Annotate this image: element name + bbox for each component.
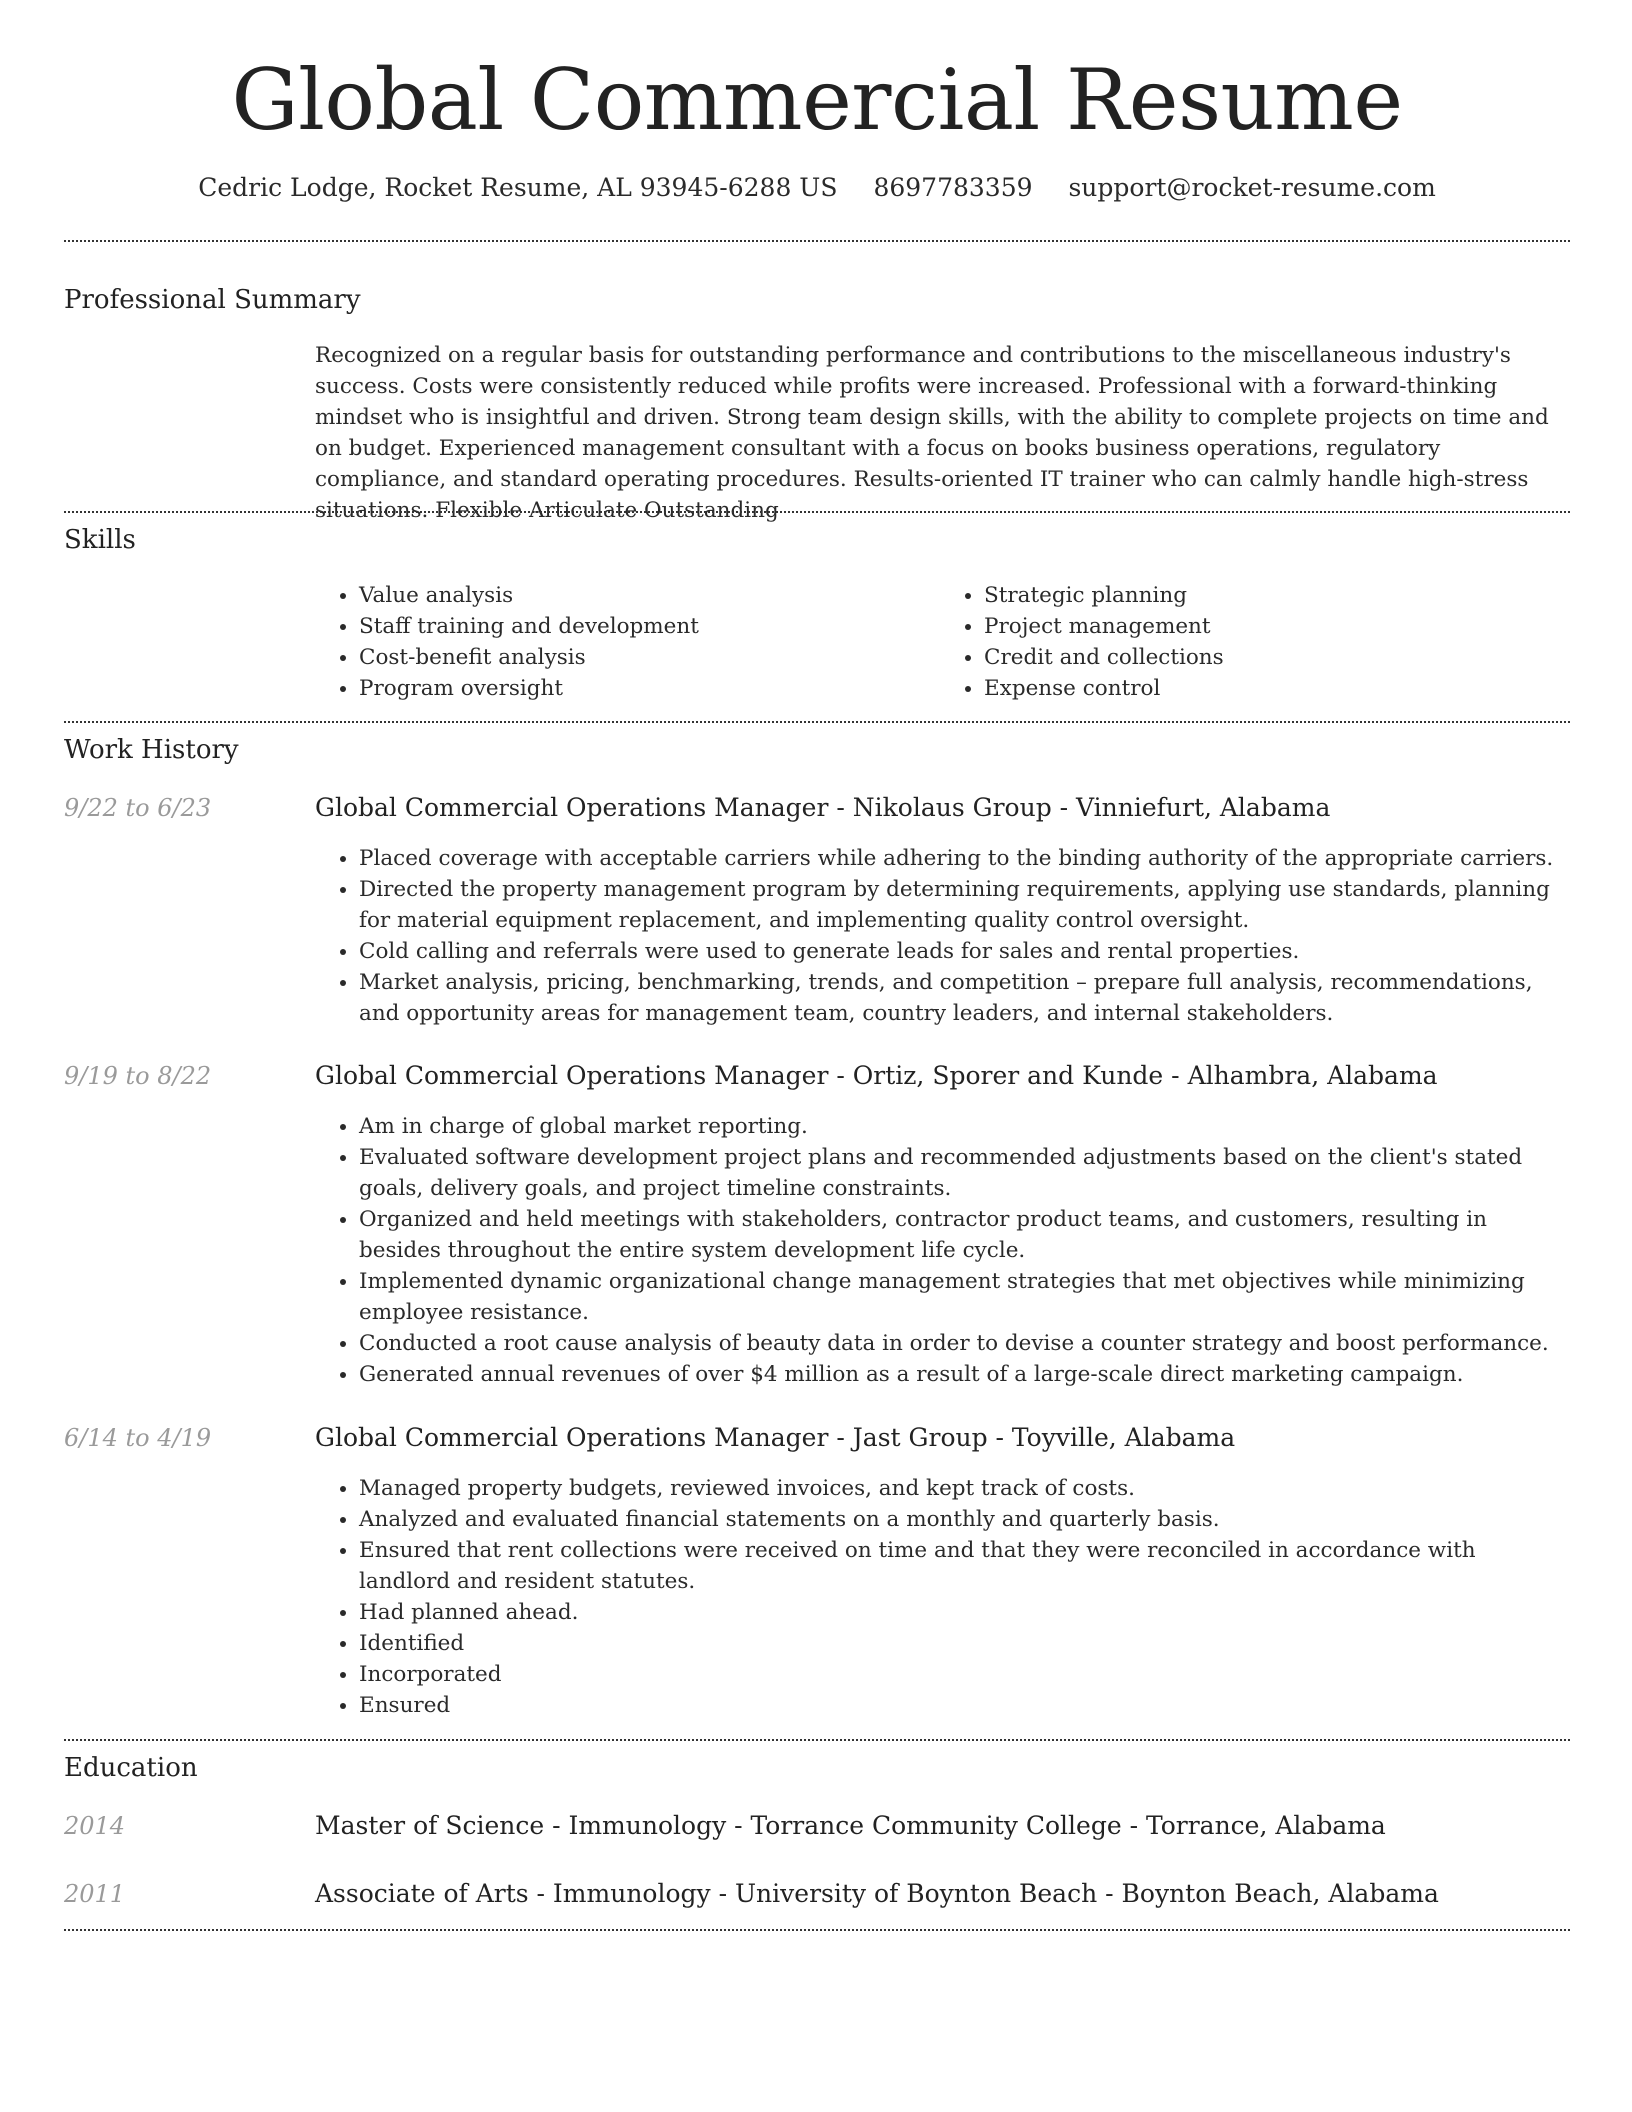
divider: [64, 1929, 1570, 1931]
skill-item: • Value analysis: [359, 580, 940, 611]
job-bullet: • Ensured: [359, 1690, 1565, 1721]
job-bullet: • Conducted a root cause analysis of beauty data in order to devise a counter strategy and boost performance.: [359, 1328, 1565, 1359]
job-bullet: • Cold calling and referrals were used to generate leads for sales and rental properties.: [359, 936, 1565, 967]
skill-item: • Cost-benefit analysis: [359, 642, 940, 673]
divider: [64, 511, 1570, 513]
summary-text: Recognized on a regular basis for outstanding performance and contributions to the miscellaneous industry's success. Costs were consistently reduced while profits were increased. Professional with a forward-thinking mindset who is insightful and driven. Strong team design skills, with the ability to complete projects on time and on budget. Experienced management consultant with a focus on books business operations, regulatory compliance, and standard operating procedures. Results-oriented IT trainer who can calmly handle high-stress situations. Flexible Articulate Outstanding: [315, 343, 1549, 523]
job-date: 9/19 to 8/22: [64, 1062, 212, 1090]
skill-item: • Program oversight: [359, 673, 940, 704]
contact-line: [64, 170, 1570, 206]
job-bullet: • Evaluated software development project plans and recommended adjustments based on the client's stated goals, delivery goals, and project timeline constraints.: [359, 1142, 1565, 1204]
education-title: Associate of Arts - Immunology - University of Boynton Beach - Boynton Beach, Alabama: [315, 1879, 1439, 1908]
job-bullet: • Placed coverage with acceptable carriers while adhering to the binding authority of the appropriate carriers.: [359, 843, 1565, 874]
job-bullet: • Organized and held meetings with stakeholders, contractor product teams, and customers, resulting in besides throughout the entire system development life cycle.: [359, 1204, 1565, 1266]
skills-column-left: [315, 580, 940, 704]
skill-item: • Expense control: [984, 673, 1565, 704]
job-bullet: • Managed property budgets, reviewed invoices, and kept track of costs.: [359, 1473, 1565, 1504]
job-title: Global Commercial Operations Manager - Ortiz, Sporer and Kunde - Alhambra, Alabama: [315, 1061, 1438, 1090]
job-title: Global Commercial Operations Manager - Nikolaus Group - Vinniefurt, Alabama: [315, 793, 1331, 822]
skills-heading: Skills: [64, 525, 136, 555]
job-bullet: • Ensured that rent collections were received on time and that they were reconciled in accordance with landlord and resident statutes.: [359, 1535, 1565, 1597]
job-bullet: • Am in charge of global market reporting.: [359, 1111, 1565, 1142]
job-title: Global Commercial Operations Manager - Jast Group - Toyville, Alabama: [315, 1423, 1236, 1452]
education-heading: Education: [64, 1753, 198, 1783]
divider: [64, 240, 1570, 242]
job-bullet: • Implemented dynamic organizational change management strategies that met objectives while minimizing employee resistance.: [359, 1266, 1565, 1328]
job-bullets: [315, 843, 1565, 1029]
job-bullet: • Had planned ahead.: [359, 1597, 1565, 1628]
education-date: 2011: [64, 1880, 126, 1908]
job-date: 9/22 to 6/23: [64, 794, 212, 822]
job-bullets: [315, 1473, 1565, 1721]
job-bullet: • Market analysis, pricing, benchmarking, trends, and competition – prepare full analysis, recommendations, and opportunity areas for management team, country leaders, and internal stakeholders.: [359, 967, 1565, 1029]
job-bullet: • Incorporated: [359, 1659, 1565, 1690]
education-title: Master of Science - Immunology - Torrance Community College - Torrance, Alabama: [315, 1811, 1386, 1840]
job-bullet: • Identified: [359, 1628, 1565, 1659]
skill-item: • Staff training and development: [359, 611, 940, 642]
contact-email: support@rocket-resume.com: [1068, 173, 1436, 202]
education-date: 2014: [64, 1812, 126, 1840]
work-heading: Work History: [64, 735, 239, 765]
job-bullet: • Generated annual revenues of over $4 million as a result of a large-scale direct marketing campaign.: [359, 1359, 1565, 1390]
contact-address: Cedric Lodge, Rocket Resume, AL 93945-6288 US: [198, 173, 838, 202]
divider: [64, 721, 1570, 723]
job-date: 6/14 to 4/19: [64, 1424, 212, 1452]
contact-phone: 8697783359: [873, 173, 1033, 202]
job-bullet: • Directed the property management program by determining requirements, applying use standards, planning for material equipment replacement, and implementing quality control oversight.: [359, 874, 1565, 936]
divider: [64, 1739, 1570, 1741]
resume-title: Global Commercial Resume: [231, 51, 1403, 149]
job-bullets: [315, 1111, 1565, 1390]
job-bullet: • Analyzed and evaluated financial statements on a monthly and quarterly basis.: [359, 1504, 1565, 1535]
skill-item: • Credit and collections: [984, 642, 1565, 673]
skill-item: • Project management: [984, 611, 1565, 642]
skill-item: • Strategic planning: [984, 580, 1565, 611]
skills-list: [315, 580, 1565, 704]
skills-column-right: [940, 580, 1565, 704]
summary-heading: Professional Summary: [64, 285, 361, 315]
